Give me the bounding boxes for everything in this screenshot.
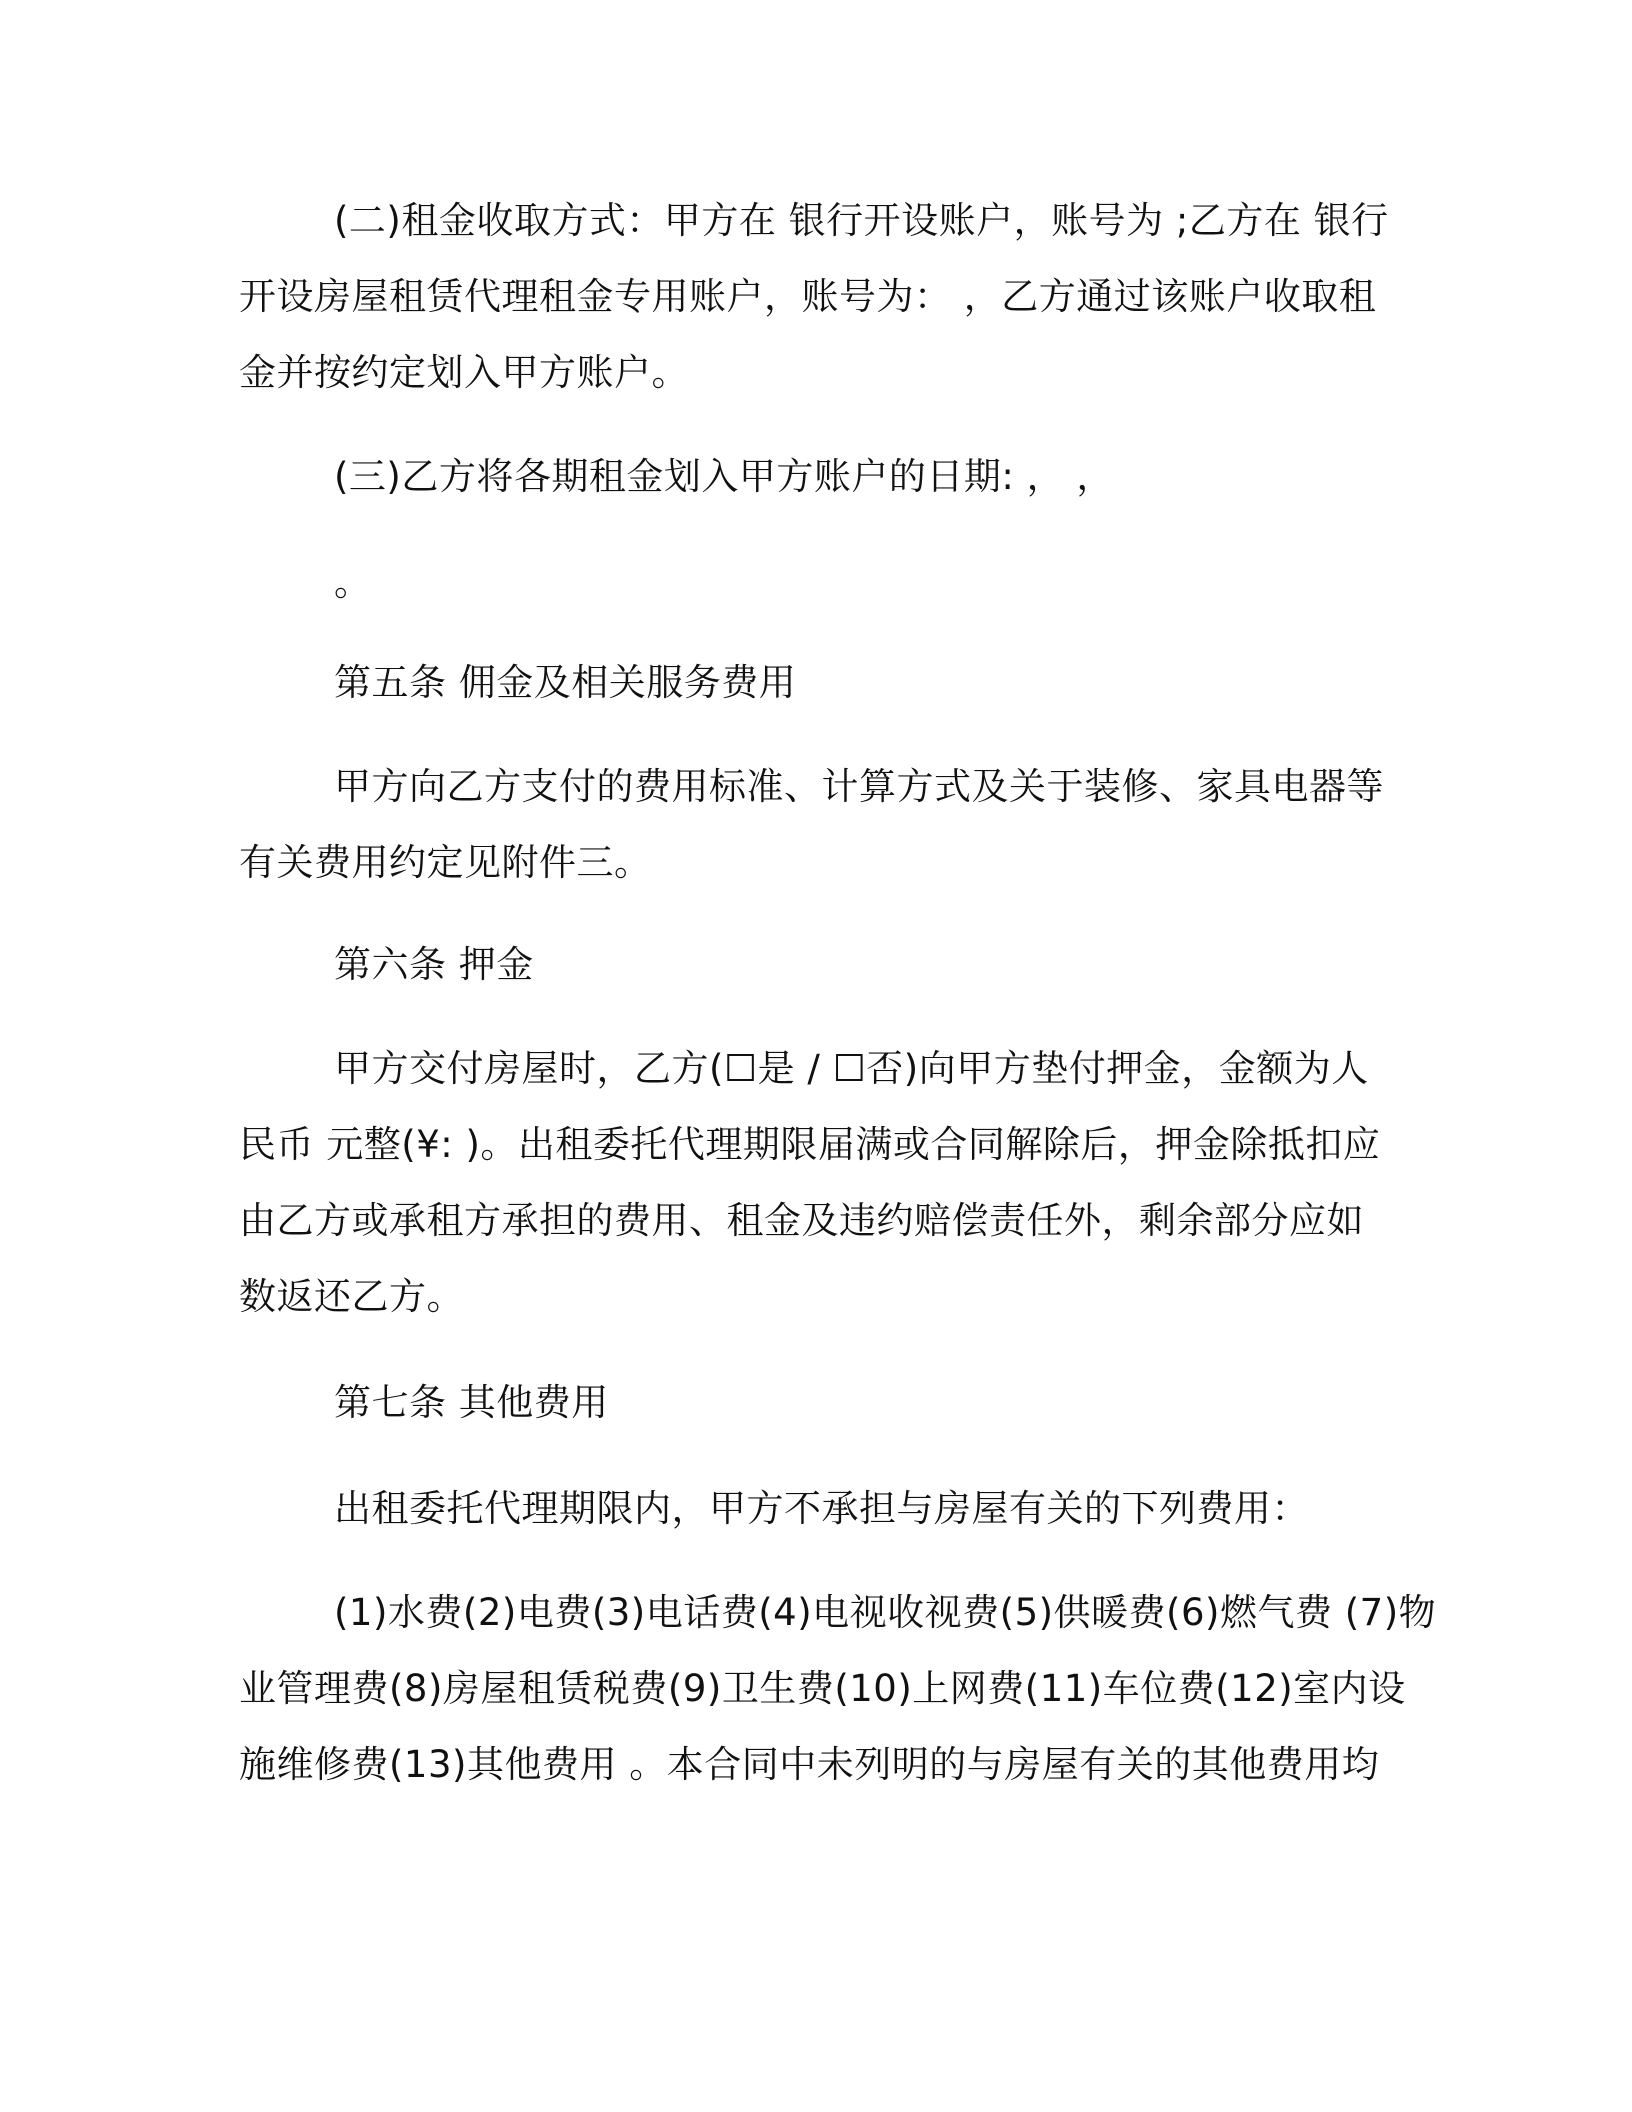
rent-collection-line-1: (二)租金收取方式：甲方在 银行开设账户，账号为 ;乙方在 银行 (334, 199, 1389, 242)
article-5-line-2: 有关费用约定见附件三。 (239, 841, 652, 884)
article-6-line-1: 甲方交付房屋时，乙方(☐是 / ☐否)向甲方垫付押金，金额为人 (334, 1047, 1369, 1090)
rent-collection-line-2: 开设房屋租赁代理租金专用账户，账号为： ，乙方通过该账户收取租 (239, 275, 1377, 318)
transfer-date-line: (三)乙方将各期租金划入甲方账户的日期: ， ， (334, 455, 1114, 498)
article-6-line-4: 数返还乙方。 (239, 1275, 464, 1318)
article-6-line-3: 由乙方或承租方承担的费用、租金及违约赔偿责任外，剩余部分应如 (239, 1199, 1364, 1242)
article-7-list-line-3: 施维修费(13)其他费用 。本合同中未列明的与房屋有关的其他费用均 (239, 1743, 1380, 1786)
article-5-line-1: 甲方向乙方支付的费用标准、计算方式及关于装修、家具电器等 (334, 765, 1384, 808)
article-6-heading: 第六条 押金 (334, 943, 534, 986)
article-7-list-line-2: 业管理费(8)房屋租赁税费(9)卫生费(10)上网费(11)车位费(12)室内设 (239, 1667, 1406, 1710)
article-7-heading: 第七条 其他费用 (334, 1381, 609, 1424)
article-5-heading: 第五条 佣金及相关服务费用 (334, 661, 797, 704)
rent-collection-line-3: 金并按约定划入甲方账户。 (239, 351, 689, 394)
article-7-list-line-1: (1)水费(2)电费(3)电话费(4)电视收视费(5)供暖费(6)燃气费 (7)物 (334, 1591, 1437, 1634)
period-mark-line: 。 (334, 561, 372, 604)
article-7-intro: 出租委托代理期限内，甲方不承担与房屋有关的下列费用： (334, 1487, 1309, 1530)
article-6-line-2: 民币 元整(¥: )。出租委托代理期限届满或合同解除后，押金除抵扣应 (239, 1123, 1381, 1166)
